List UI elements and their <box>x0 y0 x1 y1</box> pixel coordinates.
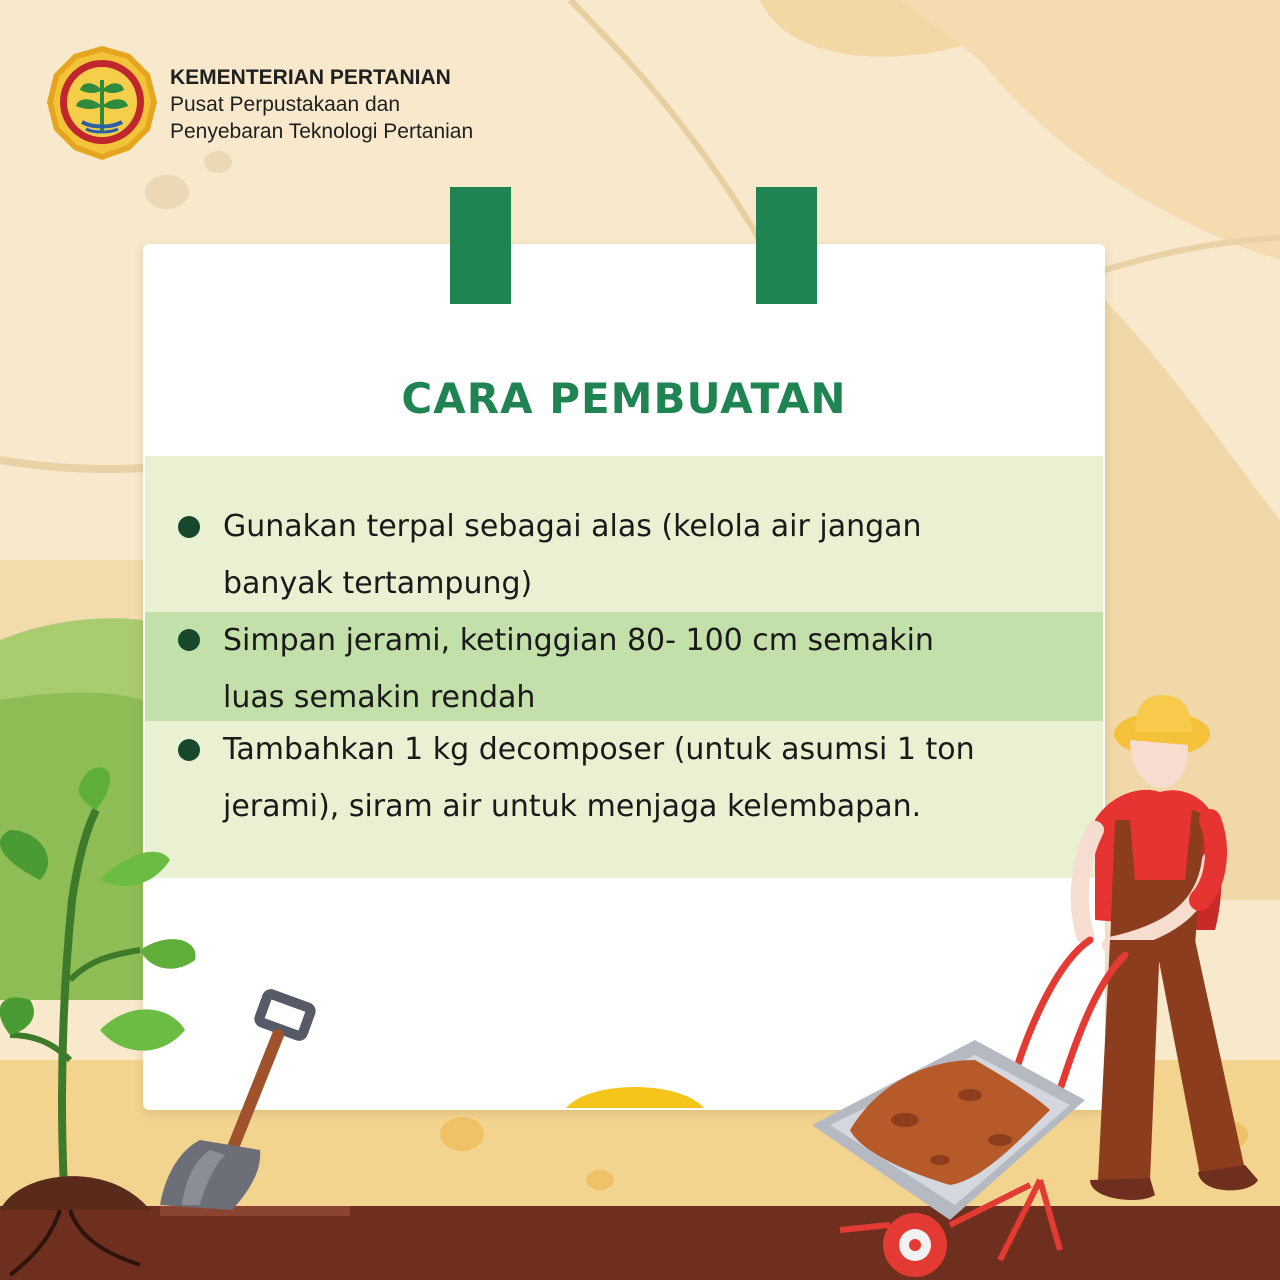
organization-name-block <box>170 64 473 145</box>
header <box>44 44 473 164</box>
binder-tab-left <box>450 187 511 304</box>
step-text-line: jerami), siram air untuk menjaga kelembapan. <box>223 789 922 824</box>
bullet-dot-icon <box>178 516 200 538</box>
binder-tab-right <box>756 187 817 304</box>
step-text-line: banyak tertampung) <box>223 566 533 601</box>
bullet-dot-icon <box>178 739 200 761</box>
org-subtitle-1: Pusat Perpustakaan dan <box>170 92 400 116</box>
card-title: CARA PEMBUATAN <box>401 374 847 423</box>
bullet-dot-icon <box>178 629 200 651</box>
org-subtitle-2: Penyebaran Teknologi Pertanian <box>170 119 474 143</box>
list-item <box>145 721 1103 878</box>
step-text-line: Gunakan terpal sebagai alas (kelola air jangan <box>223 509 922 544</box>
list-item <box>145 456 1103 612</box>
step-text-line: luas semakin rendah <box>223 680 536 715</box>
info-card <box>143 244 1105 1110</box>
ministry-logo <box>44 44 160 164</box>
step-text-line: Tambahkan 1 kg decomposer (untuk asumsi 1 ton <box>223 732 975 767</box>
step-text-line: Simpan jerami, ketinggian 80- 100 cm semakin <box>223 623 934 658</box>
list-item <box>145 612 1103 721</box>
org-name: KEMENTERIAN PERTANIAN <box>170 65 451 89</box>
steps-list <box>145 456 1103 878</box>
